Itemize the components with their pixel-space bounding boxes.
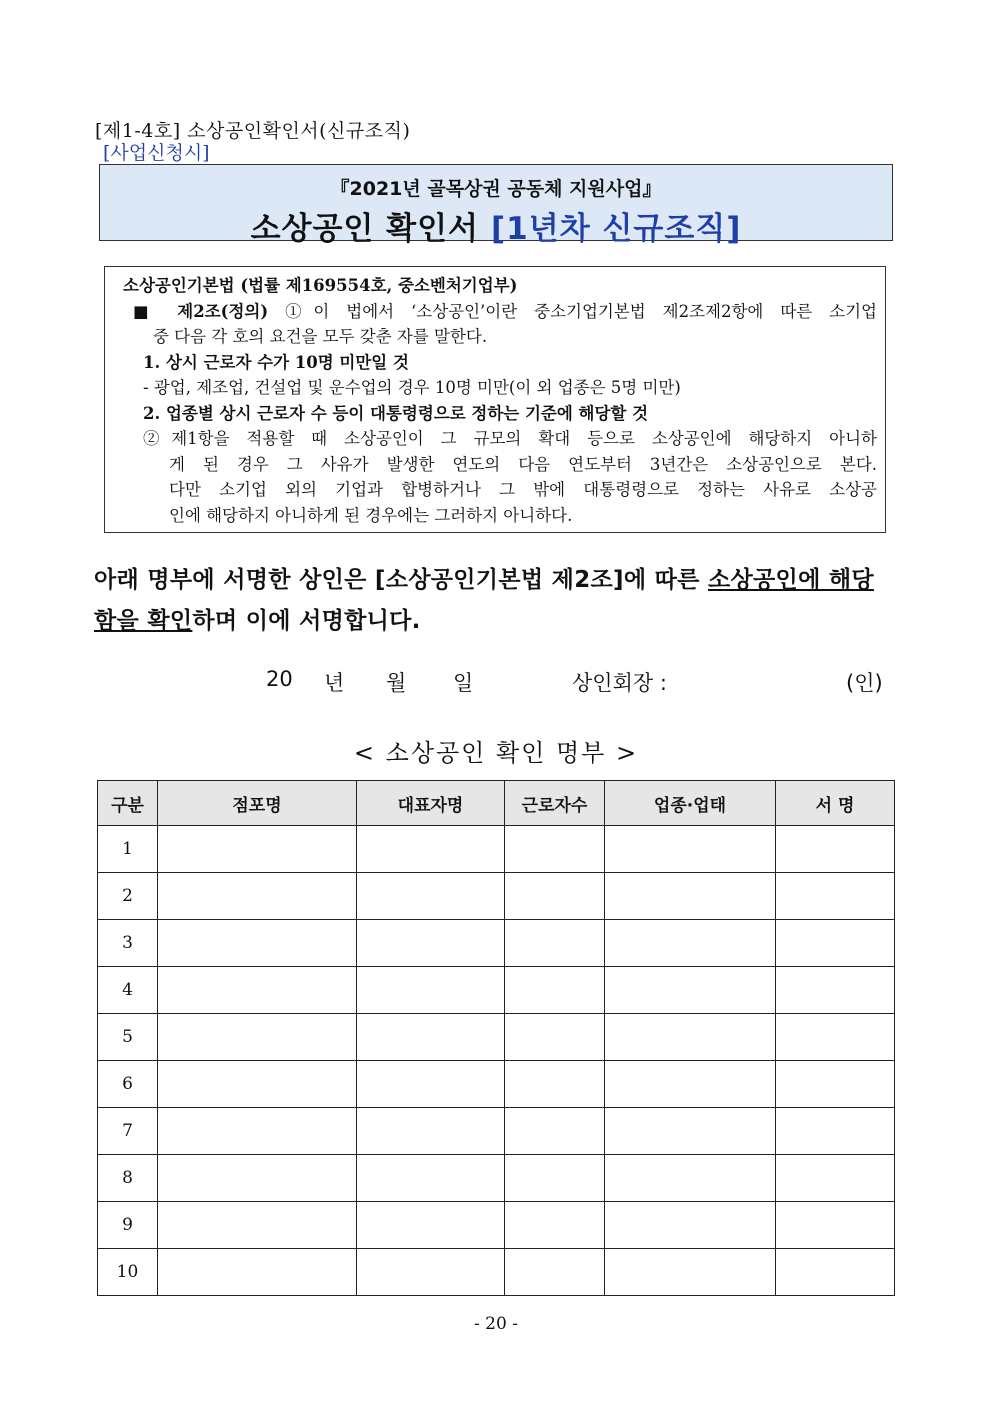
statement-part-1: 아래 명부에 서명한 상인은 [소상공인기본법 제2조]에 따른 [94,567,708,593]
business-type-cell[interactable] [605,1061,776,1108]
representative-cell[interactable] [357,873,505,920]
employee-count-cell[interactable] [505,1014,605,1061]
signature-cell[interactable] [776,1014,895,1061]
law-article-text: ①이 법에서 ‘소상공인’이란 중소기업기본법 제2조제2항에 따른 소기업 [285,301,877,321]
column-header: 대표자명 [357,781,505,826]
store-name-cell[interactable] [158,873,357,920]
row-number: 6 [98,1061,158,1108]
representative-cell[interactable] [357,1061,505,1108]
representative-cell[interactable] [357,1155,505,1202]
law-para2-line-1: ②제1항을 적용할 때 소상공인이 그 규모의 확대 등으로 소상공인에 해당하지 아니하 [143,429,877,448]
employee-count-cell[interactable] [505,873,605,920]
table-row [98,967,895,1014]
table-row [98,1014,895,1061]
document-title-accent: [1년차 신규조직] [491,211,742,247]
business-type-cell[interactable] [605,1202,776,1249]
employee-count-cell[interactable] [505,1249,605,1296]
employee-count-cell[interactable] [505,1155,605,1202]
employee-count-cell[interactable] [505,826,605,873]
law-article-cont: 중 다음 각 호의 요건을 모두 갖춘 자를 말한다. [153,327,488,346]
date-month-label: 월 [386,671,407,695]
representative-cell[interactable] [357,826,505,873]
column-header: 점포명 [158,781,357,826]
seal-mark: (인) [846,671,883,695]
representative-cell[interactable] [357,1108,505,1155]
business-type-cell[interactable] [605,1014,776,1061]
column-header: 업종·업태 [605,781,776,826]
business-type-cell[interactable] [605,1155,776,1202]
business-type-cell[interactable] [605,920,776,967]
store-name-cell[interactable] [158,826,357,873]
table-row [98,920,895,967]
store-name-cell[interactable] [158,1108,357,1155]
table-row [98,826,895,873]
row-number: 3 [98,920,158,967]
representative-cell[interactable] [357,920,505,967]
employee-count-cell[interactable] [505,1108,605,1155]
law-article-label: 제2조(정의) [177,301,269,321]
column-header: 서 명 [776,781,895,826]
row-number: 9 [98,1202,158,1249]
business-type-cell[interactable] [605,873,776,920]
employee-count-cell[interactable] [505,967,605,1014]
roster-table [97,780,895,1296]
program-title: 『2021년 골목상권 공동체 지원사업』 [330,178,662,200]
business-type-cell[interactable] [605,1108,776,1155]
signature-cell[interactable] [776,873,895,920]
title-box [99,164,893,247]
column-header: 근로자수 [505,781,605,826]
page-number: - 20 - [474,1314,518,1334]
table-row [98,873,895,920]
table-row [98,1155,895,1202]
table-row [98,1061,895,1108]
row-number: 8 [98,1155,158,1202]
statement-underline-2: 함을 확인 [94,608,193,634]
row-number: 4 [98,967,158,1014]
store-name-cell[interactable] [158,1061,357,1108]
confirmation-statement [94,560,898,642]
law-heading: 소상공인기본법 (법률 제169554호, 중소벤처기업부) [123,276,518,295]
employee-count-cell[interactable] [505,1061,605,1108]
representative-cell[interactable] [357,1014,505,1061]
row-number: 2 [98,873,158,920]
signature-cell[interactable] [776,1249,895,1296]
business-type-cell[interactable] [605,826,776,873]
representative-cell[interactable] [357,1202,505,1249]
store-name-cell[interactable] [158,1249,357,1296]
row-number: 1 [98,826,158,873]
signature-cell[interactable] [776,826,895,873]
law-item-2: 2. 업종별 상시 근로자 수 등이 대통령령으로 정하는 기준에 해당할 것 [143,403,649,423]
table-row [98,1249,895,1296]
form-sub-label: [사업신청시] [103,142,210,164]
business-type-cell[interactable] [605,1249,776,1296]
signature-cell[interactable] [776,1155,895,1202]
roster-header-row [98,781,895,826]
row-number: 5 [98,1014,158,1061]
employee-count-cell[interactable] [505,1202,605,1249]
representative-cell[interactable] [357,1249,505,1296]
row-number: 10 [98,1249,158,1296]
signature-cell[interactable] [776,1061,895,1108]
signature-cell[interactable] [776,1108,895,1155]
statement-underline-1: 소상공인에 해당 [708,567,874,593]
date-year-prefix: 20 [266,667,293,691]
table-row [98,1202,895,1249]
employee-count-cell[interactable] [505,920,605,967]
date-year-label: 년 [324,671,345,695]
law-para2-line-4: 인에 해당하지 아니하게 된 경우에는 그러하지 아니하다. [169,505,573,525]
law-para2-line-2: 게 된 경우 그 사유가 발생한 연도의 다음 연도부터 3년간은 소상공인으로 본다. [169,454,877,474]
roster-body [98,826,895,1296]
signature-cell[interactable] [776,1202,895,1249]
roster-title: < 소상공인 확인 명부 > [353,739,639,767]
store-name-cell[interactable] [158,920,357,967]
law-article-line [123,299,877,325]
store-name-cell[interactable] [158,1202,357,1249]
business-type-cell[interactable] [605,967,776,1014]
date-day-label: 일 [453,671,474,695]
law-para2-line-3: 다만 소기업 외의 기업과 합병하거나 그 밖에 대통령령으로 정하는 사유로 소상공 [169,480,877,499]
table-row [98,1108,895,1155]
store-name-cell[interactable] [158,1014,357,1061]
square-bullet-icon: ■ [133,301,161,321]
document-title [100,203,892,248]
store-name-cell[interactable] [158,967,357,1014]
statement-part-4: 하며 이에 서명합니다. [192,608,421,634]
column-header: 구분 [98,781,158,826]
store-name-cell[interactable] [158,1155,357,1202]
representative-cell[interactable] [357,967,505,1014]
signature-cell[interactable] [776,920,895,967]
document-title-text: 소상공인 확인서 [250,211,480,247]
law-item-1: 1. 상시 근로자 수가 10명 미만일 것 [143,352,409,372]
chair-label: 상인회장 : [572,671,667,695]
form-number: [제1-4호] 소상공인확인서(신규조직) [95,120,411,142]
row-number: 7 [98,1108,158,1155]
signature-cell[interactable] [776,967,895,1014]
law-excerpt-box [104,266,886,533]
law-item-1-sub: - 광업, 제조업, 건설업 및 운수업의 경우 10명 미만(이 외 업종은 5명 미만) [143,378,681,397]
